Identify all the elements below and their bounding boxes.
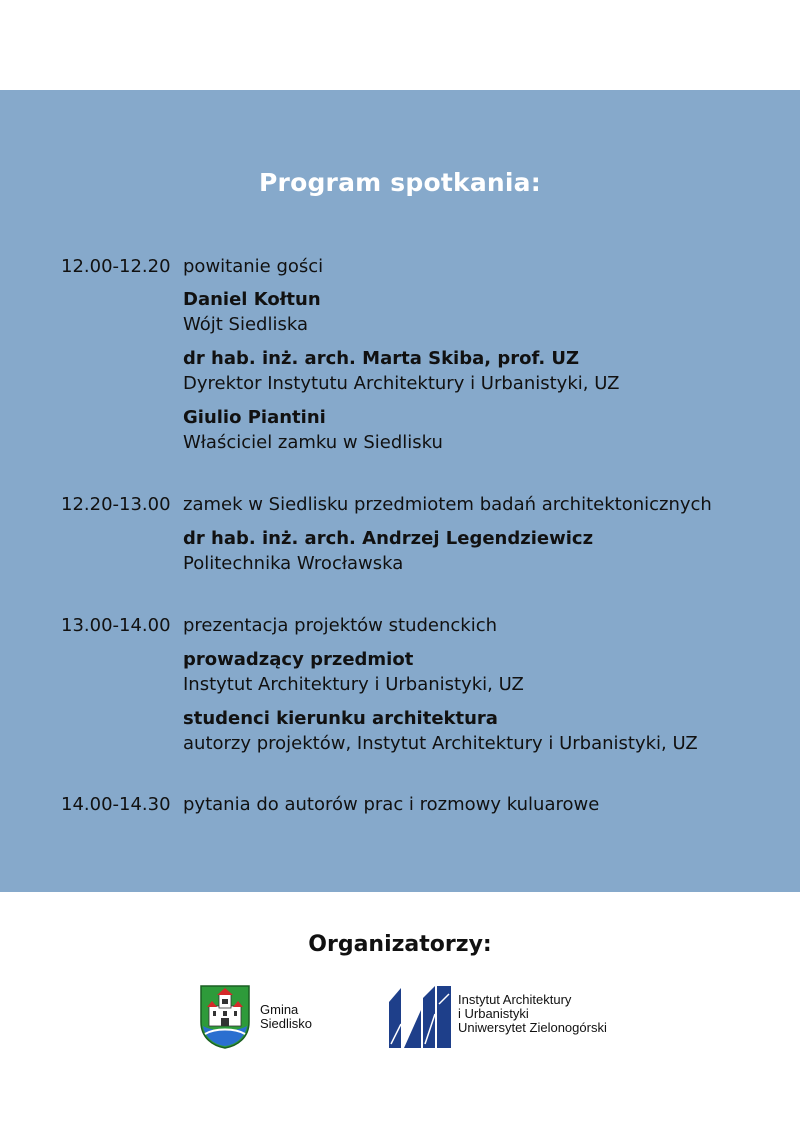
speaker-name: Daniel Kołtun bbox=[183, 289, 321, 310]
speaker-name: prowadzący przedmiot bbox=[183, 649, 414, 670]
iau-label bbox=[458, 993, 607, 1035]
topic-4: pytania do autorów prac i rozmowy kuluarowe bbox=[183, 794, 600, 815]
organizers-heading: Organizatorzy: bbox=[308, 932, 492, 957]
iau-logo-icon bbox=[387, 984, 453, 1050]
time-slot-1: 12.00-12.20 bbox=[61, 256, 171, 277]
program-heading: Program spotkania: bbox=[259, 168, 541, 197]
speaker-name: dr hab. inż. arch. Marta Skiba, prof. UZ bbox=[183, 348, 580, 369]
speaker-role: Dyrektor Instytutu Architektury i Urbanistyki, UZ bbox=[183, 373, 620, 394]
iau-line-3: Uniwersytet Zielonogórski bbox=[458, 1020, 607, 1035]
time-slot-4: 14.00-14.30 bbox=[61, 794, 171, 815]
topic-1: powitanie gości bbox=[183, 256, 324, 277]
speaker-role: Wójt Siedliska bbox=[183, 314, 308, 335]
speaker-role: Politechnika Wrocławska bbox=[183, 553, 404, 574]
iau-line-1: Instytut Architektury bbox=[458, 992, 572, 1007]
speaker-name: studenci kierunku architektura bbox=[183, 708, 498, 729]
speaker-role: Właściciel zamku w Siedlisku bbox=[183, 432, 443, 453]
speaker-role: Instytut Architektury i Urbanistyki, UZ bbox=[183, 674, 524, 695]
time-slot-3: 13.00-14.00 bbox=[61, 615, 171, 636]
time-slot-2: 12.20-13.00 bbox=[61, 494, 171, 515]
program-panel bbox=[0, 90, 800, 892]
topic-3: prezentacja projektów studenckich bbox=[183, 615, 498, 636]
speaker-name: dr hab. inż. arch. Andrzej Legendziewicz bbox=[183, 528, 594, 549]
speaker-name: Giulio Piantini bbox=[183, 407, 326, 428]
topic-2: zamek w Siedlisku przedmiotem badań architektonicznych bbox=[183, 494, 712, 515]
coat-of-arms-icon bbox=[199, 984, 251, 1050]
iau-line-2: i Urbanistyki bbox=[458, 1006, 529, 1021]
gmina-line-1: Gmina bbox=[260, 1002, 299, 1017]
speaker-role: autorzy projektów, Instytut Architektury i Urbanistyki, UZ bbox=[183, 733, 698, 754]
gmina-line-2: Siedlisko bbox=[260, 1016, 313, 1031]
gmina-label bbox=[260, 1003, 312, 1031]
